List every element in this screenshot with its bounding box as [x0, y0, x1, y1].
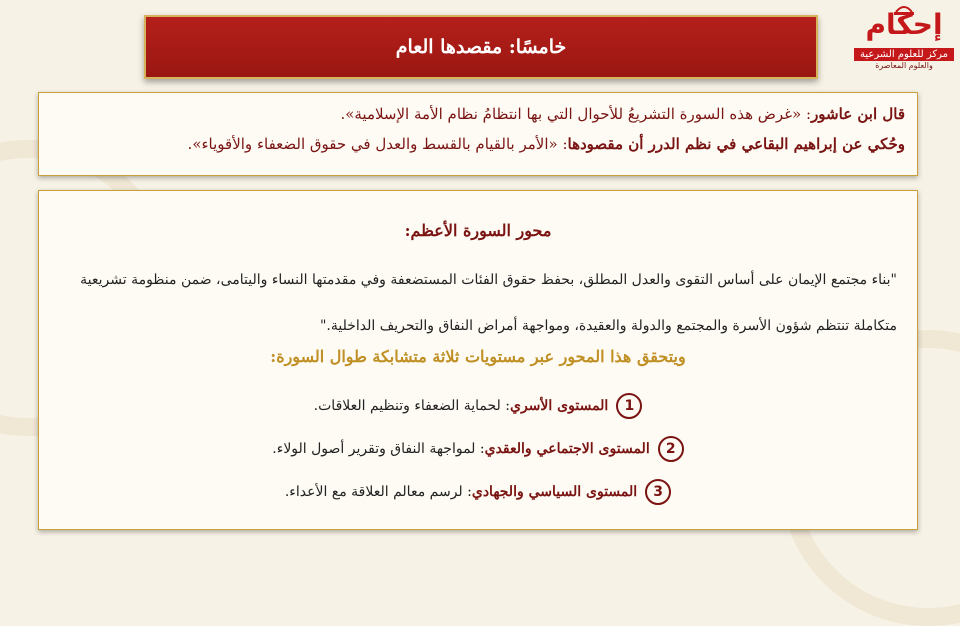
- level-item: [39, 393, 917, 419]
- logo: [852, 2, 956, 80]
- logo-subtitle: مركز للعلوم الشرعية: [854, 48, 954, 61]
- level-name: المستوى السياسي والجهادي: [471, 484, 638, 500]
- levels-heading: ويتحقق هذا المحور عبر مستويات ثلاثة متشابكة طوال السورة:: [270, 347, 686, 366]
- level-description: : لرسم معالم العلاقة مع الأعداء.: [284, 484, 472, 500]
- quote-text: : «الأمر بالقيام بالقسط والعدل في حقوق الضعفاء والأقوياء».: [187, 135, 568, 153]
- level-name: المستوى الاجتماعي والعقدي: [484, 441, 650, 457]
- level-description: : لمواجهة النفاق وتقرير أصول الولاء.: [272, 441, 485, 457]
- level-number-badge: 3: [645, 479, 671, 505]
- level-content: [272, 441, 649, 457]
- logo-mark: [856, 2, 952, 46]
- level-item: [39, 479, 917, 505]
- level-item: [39, 436, 917, 462]
- slide-title-bar: [144, 15, 818, 79]
- logo-subtitle-2: والعلوم المعاصرة: [875, 61, 933, 70]
- level-content: [285, 484, 637, 500]
- main-content-box: [38, 190, 918, 530]
- axis-heading: محور السورة الأعظم:: [404, 221, 552, 240]
- quote-line: [51, 99, 905, 129]
- slide-title: خامسًا: مقصدها العام: [395, 36, 567, 58]
- quotes-box: [38, 92, 918, 176]
- quote-author: قال ابن عاشور: [811, 105, 905, 123]
- level-name: المستوى الأسري: [510, 398, 609, 414]
- level-description: : لحماية الضعفاء وتنظيم العلاقات.: [313, 398, 510, 414]
- axis-statement: "بناء مجتمع الإيمان على أساس التقوى والعدل المطلق، بحفظ حقوق الفئات المستضعفة وفي مقدمتها النساء واليتامى، ضمن منظومة تشريعية متكاملة تنتظم شؤون الأسرة والمجتمع والدولة والعقيدة، ومواجهة أمراض النفاق والتحريف الداخلية.": [80, 272, 897, 334]
- quote-text: : «غرض هذه السورة التشريعُ للأحوال التي بها انتظامُ نظام الأمة الإسلامية».: [340, 105, 812, 123]
- quote-author: وحُكي عن إبراهيم البقاعي في نظم الدرر أن مقصودها: [567, 135, 905, 153]
- quote-line: [51, 129, 905, 159]
- logo-main-text: إحكام: [865, 7, 943, 41]
- level-number-badge: 1: [616, 393, 642, 419]
- level-content: [314, 398, 609, 414]
- level-number-badge: 2: [658, 436, 684, 462]
